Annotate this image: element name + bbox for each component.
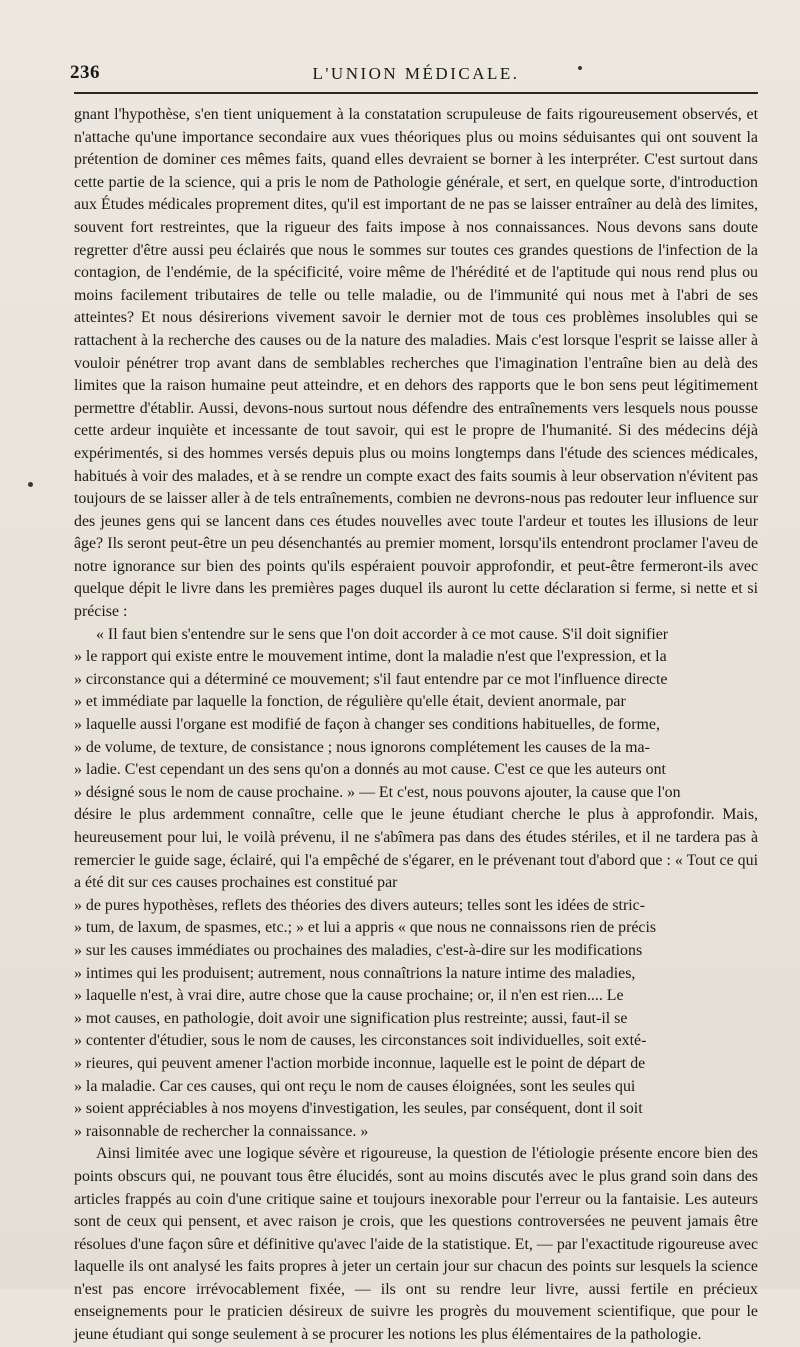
running-head: L'UNION MÉDICALE. <box>312 64 520 83</box>
quote-line: » désigné sous le nom de cause prochaine. » — Et c'est, nous pouvons ajouter, la cause que l'on <box>74 783 681 801</box>
page-header <box>70 56 758 94</box>
article-body <box>74 104 758 1347</box>
quote-line: » de volume, de texture, de consistance ; nous ignorons complétement les causes de la ma- <box>74 738 650 756</box>
quote-line: » laquelle aussi l'organe est modifié de façon à changer ses conditions habituelles, de forme, <box>74 716 660 734</box>
quote-line: » le rapport qui existe entre le mouvement intime, dont la maladie n'est que l'expression, et la <box>74 648 667 666</box>
quote-line: » la maladie. Car ces causes, qui ont reçu le nom de causes éloignées, sont les seules qui <box>74 1077 636 1095</box>
quote-line: » sur les causes immédiates ou prochaines des maladies, c'est-à-dire sur les modifications <box>74 941 643 959</box>
quote-line: » circonstance qui a déterminé ce mouvement; s'il faut entendre par ce mot l'influence directe <box>74 670 668 688</box>
quote-line: » intimes qui les produisent; autrement, nous connaîtrions la nature intime des maladies, <box>74 964 636 982</box>
quote-line: » de pures hypothèses, reflets des théories des divers auteurs; telles sont les idées de stric- <box>74 896 646 914</box>
quote-line: » soient appréciables à nos moyens d'investigation, les seules, par conséquent, dont il soit <box>74 1100 643 1118</box>
quote-block-1 <box>74 624 758 805</box>
page-number: 236 <box>70 62 100 83</box>
quote-block-2 <box>74 895 758 1144</box>
quote-line: » tum, de laxum, de spasmes, etc.; » et lui a appris « que nous ne connaissons rien de précis <box>74 919 657 937</box>
quote-line: » rieures, qui peuvent amener l'action morbide inconnue, laquelle est le point de départ de <box>74 1054 646 1072</box>
paragraph: gnant l'hypothèse, s'en tient uniquement à la constatation scrupuleuse de faits rigoureusement observés, et n'attache qu'une importance secondaire aux vues théoriques plus ou moins séduisantes qui ont souvent la prétention de dominer ces mêmes faits, quand elles devraient se borner à les interpréter. C'est surtout dans cette partie de la science, qui a pris le nom de Pathologie générale, et sert, en quelque sorte, d'introduction aux Études médicales proprement dites, qu'il est important de ne pas se laisser entraîner au delà des limites, souvent fort restreintes, que la rigueur des faits impose à nos connaissances. Nous devons sans doute regretter d'être aussi peu éclairés que nous le sommes sur toutes ces grandes questions de l'infection de la contagion, de l'endémie, de la spécificité, voire même de l'hérédité et de l'aptitude qui nous rend plus ou moins facilement tributaires de telle ou telle maladie, ou de l'immunité qui nous met à l'abri de ses atteintes? Et nous désirerions vivement savoir le dernier mot de tous ces problèmes insolubles qui se rattachent à la recherche des causes ou de la nature des maladies. Mais c'est lorsque l'esprit se laisse aller à vouloir pénétrer trop avant dans de semblables recherches que l'imagination l'entraîne bien au delà des limites que la raison humaine peut atteindre, et en dehors des rapports que le bon sens peut légitimement permettre d'établir. Aussi, devons-nous surtout nous défendre des entraînements vers lesquels nous pousse cette ardeur inquiète et incessante de tout savoir, qui est le propre de l'humanité. Si des médecins déjà expérimentés, si des hommes versés depuis plus ou moins longtemps dans l'étude des sciences médicales, habitués à voir des malades, et à se rendre un compte exact des faits soumis à leur observation n'évitent pas toujours de se laisser aller à de tels entraînements, combien ne devrons-nous pas redouter leur influence sur des jeunes gens qui se lancent dans ces études nouvelles avec toute l'ardeur et toutes les illusions de leur âge? Ils seront peut-être un peu désenchantés au premier moment, lorsqu'ils entendront proclamer l'aveu de notre ignorance sur bien des points qu'ils espéraient pouvoir approfondir, et peut-être fermeront-ils avec quelque dépit le livre dans les premières pages duquel ils auront lu cette déclaration si ferme, si nette et si précise : <box>74 106 758 621</box>
quote-line: » ladie. C'est cependant un des sens qu'on a donnés au mot cause. C'est ce que les auteurs ont <box>74 761 666 779</box>
quote-line: » laquelle n'est, à vrai dire, autre chose que la cause prochaine; or, il n'en est rien.... Le <box>74 987 624 1005</box>
quote-line: » et immédiate par laquelle la fonction, de régulière qu'elle était, devient anormale, par <box>74 693 626 711</box>
paragraph: Ainsi limitée avec une logique sévère et rigoureuse, la question de l'étiologie présente encore bien des points obscurs qui, ne pouvant tous être élucidés, sont au moins discutés avec le plus grand soin dans des articles frappés au coin d'une critique saine et toujours inexorable pour l'erreur ou la fantaisie. Les auteurs sont de ceux qui pensent, et avec raison je crois, que les questions controversées ne peuvent jamais être résolues d'une façon sûre et définitive qu'avec l'aide de la statistique. Et, — par l'exactitude rigoureuse avec laquelle ils ont analysé les faits propres à jeter un certain jour sur chacun des points sur lesquels la science n'est pas encore irrévocablement fixée, — ils ont su rendre leur livre, aussi fertile en précieux enseignements pour le praticien désireux de suivre les progrès du mouvement scientifique, que pour le jeune étudiant qui songe seulement à se procurer les notions les plus élémentaires de la pathologie. <box>74 1145 758 1344</box>
ink-speck <box>28 482 33 487</box>
quote-line: » mot causes, en pathologie, doit avoir une signification plus restreinte; aussi, faut-il se <box>74 1009 628 1027</box>
quote-line: » raisonnable de rechercher la connaissance. » <box>74 1122 369 1140</box>
quote-line: « Il faut bien s'entendre sur le sens que l'on doit accorder à ce mot cause. S'il doit signifier <box>96 625 669 643</box>
quote-line: » contenter d'étudier, sous le nom de causes, les circonstances soit individuelles, soit exté- <box>74 1032 647 1050</box>
paragraph: désire le plus ardemment connaître, celle que le jeune étudiant cherche le plus à approfondir. Mais, heureusement pour lui, le voilà prévenu, il ne s'abîmera pas dans des études stériles, et il ne tardera pas à remercier le guide sage, éclairé, qui l'a empêché de s'égarer, en le prévenant tout d'abord que : « Tout ce qui a été dit sur ces causes prochaines est constitué par <box>74 806 758 892</box>
